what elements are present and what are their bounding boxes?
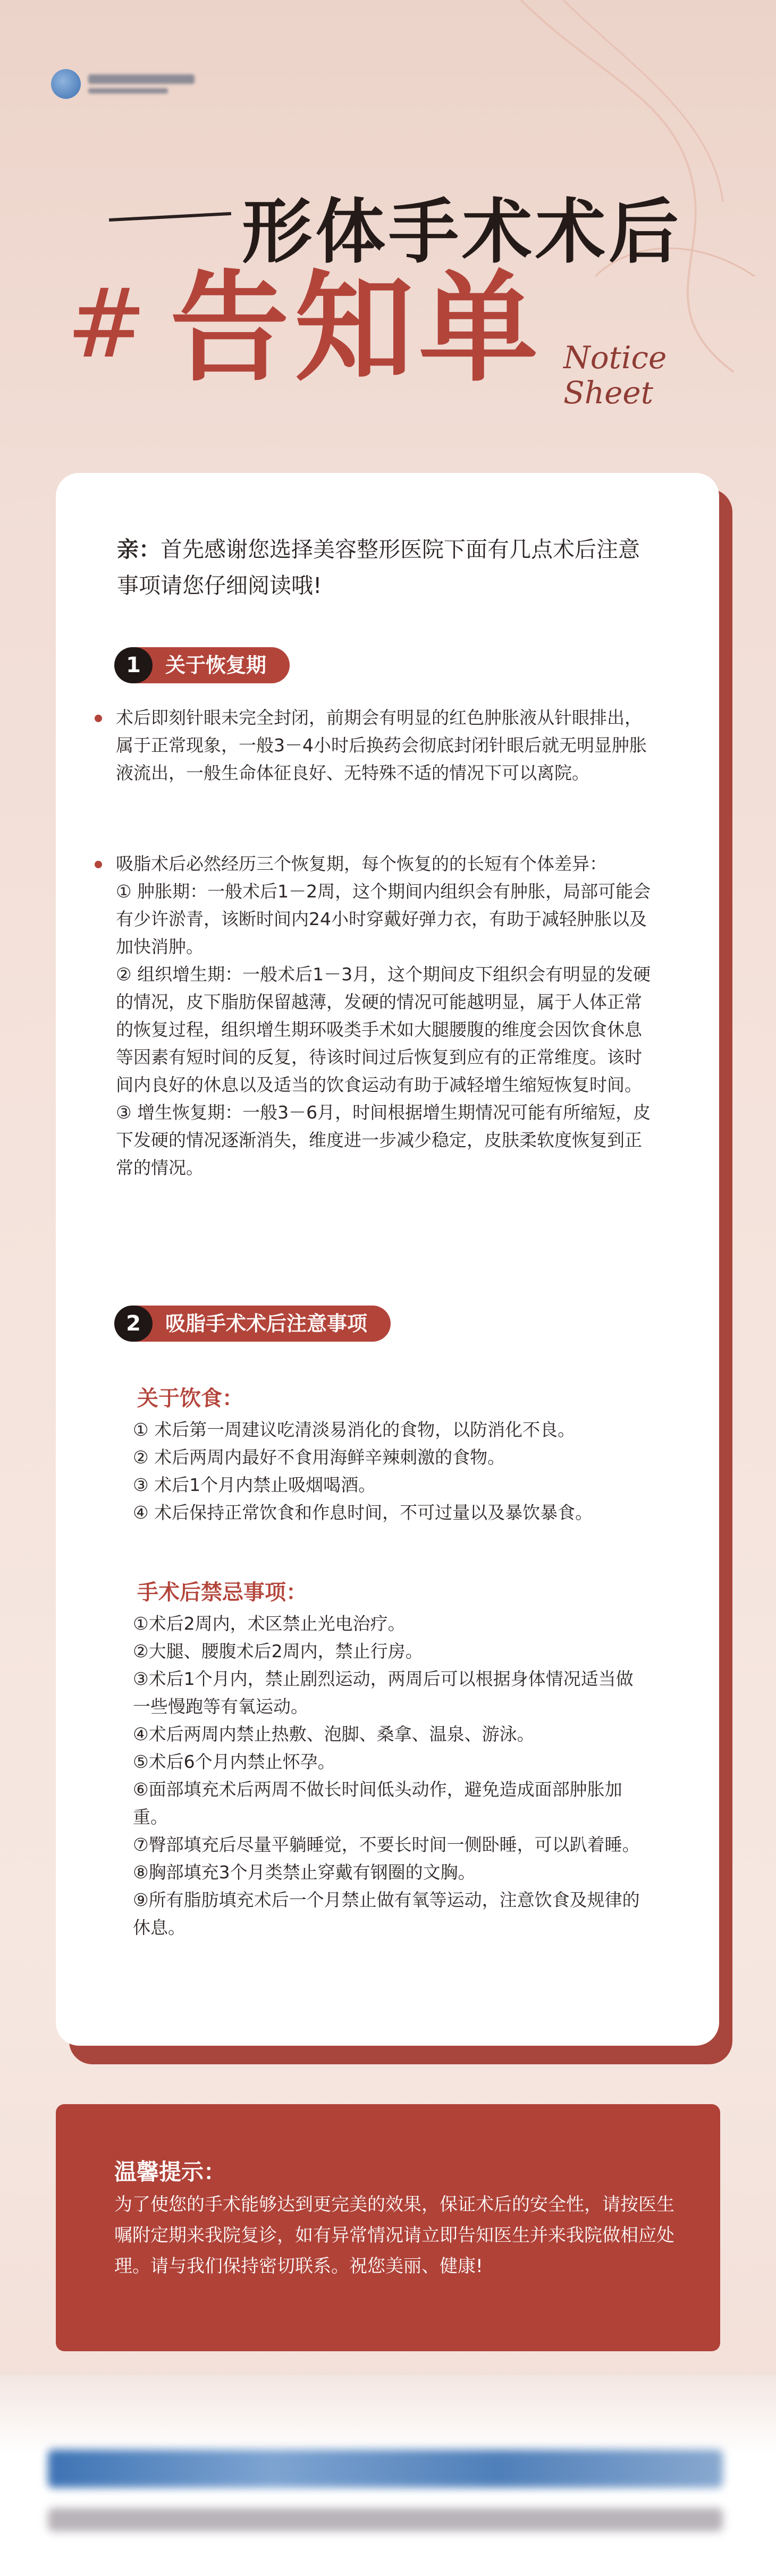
recovery-bullet-1-text: 术后即刻针眼未完全封闭，前期会有明显的红色肿胀液从针眼排出，属于正常现象，一般3－4小时后换药会彻底封闭针眼后就无明显肿胀液流出，一般生命体征良好、无特殊不适的情况下可以离院。: [116, 707, 647, 783]
intro-paragraph: [117, 531, 648, 604]
footer-blurred-text: [48, 2508, 723, 2531]
footer-blurred-banner: [48, 2450, 723, 2488]
warm-tips-title: 温馨提示：: [114, 2159, 226, 2185]
intro-lead: 亲：: [117, 537, 161, 562]
list-item: ⑨所有脂肪填充术后一个月禁止做有氧等运动，注意饮食及规律的休息。: [133, 1889, 640, 1938]
section-2-header: [114, 1306, 391, 1342]
diet-title: 关于饮食：: [137, 1386, 243, 1411]
section-1-header: [114, 647, 290, 683]
list-item: ⑧胸部填充3个月类禁止穿戴有钢圈的文胸。: [133, 1862, 476, 1883]
list-item: ④ 术后保持正常饮食和作息时间，不可过量以及暴饮暴食。: [133, 1502, 593, 1523]
section-2-number: 2: [114, 1306, 153, 1342]
warm-tips-text: 为了使您的手术能够达到更完美的效果，保证术后的安全性，请按医生嘱附定期来我院复诊，如有异常情况请立即告知医生并来我院做相应处理。请与我们保持密切联系。祝您美丽、健康!: [114, 2194, 674, 2277]
title-top: 形体手术术后: [242, 191, 682, 273]
list-item: ①术后2周内，术区禁止光电治疗。: [133, 1613, 406, 1634]
list-item: ②大腿、腰腹术后2周内，禁止行房。: [133, 1641, 423, 1662]
taboo-list: [133, 1610, 643, 1942]
notice-sheet-label: [563, 340, 667, 410]
notice-word: Notice: [563, 340, 667, 376]
phase-swelling: ① 肿胀期：一般术后1－2周，这个期间内组织会有肿胀，局部可能会有少许淤青，该断时间内24小时穿戴好弹力衣，有助于减轻肿胀以及加快消肿。: [116, 881, 651, 957]
section-2-label: 吸脂手术术后注意事项: [134, 1306, 391, 1342]
list-item: ④术后两周内禁止热敷、泡脚、桑拿、温泉、游泳。: [133, 1724, 535, 1744]
diet-list: [133, 1416, 643, 1527]
logo-text-blurred: [88, 74, 195, 94]
list-item: ③ 术后1个月内禁止吸烟喝酒。: [133, 1475, 376, 1495]
logo-emblem-icon: [51, 69, 81, 99]
list-item: ⑦臀部填充后尽量平躺睡觉，不要长时间一侧卧睡，可以趴着睡。: [133, 1834, 640, 1855]
recovery-bullet-2: [116, 850, 658, 1182]
phase-tissue-growth: ② 组织增生期：一般术后1－3月，这个期间皮下组织会有明显的发硬的情况，皮下脂肪保留越薄，发硬的情况可能越明显，属于人体正常的恢复过程，组织增生期环吸类手术如大腿腰腹的维度会因饮食休息等因素有短时间的反复，待该时间过后恢复到应有的正常维度。该时间内良好的休息以及适当的饮食运动有助于减轻增生缩短恢复时间。: [116, 964, 651, 1095]
list-item: ⑥面部填充术后两周不做长时间低头动作，避免造成面部肿胀加重。: [133, 1779, 622, 1827]
list-item: ③术后1个月内，禁止剧烈运动，两周后可以根据身体情况适当做一些慢跑等有氧运动。: [133, 1668, 634, 1717]
bullet-dot-icon: [95, 715, 102, 722]
taboo-title: 手术后禁忌事项：: [137, 1580, 307, 1605]
recovery-bullet-1: [116, 704, 658, 787]
intro-text: 首先感谢您选择美容整形医院下面有几点术后注意事项请您仔细阅读哦!: [117, 537, 640, 598]
sheet-word: Sheet: [563, 375, 654, 411]
hash-mark: #: [66, 268, 147, 379]
section-1-number: 1: [114, 647, 153, 683]
list-item: ⑤术后6个月内禁止怀孕。: [133, 1751, 335, 1772]
list-item: ① 术后第一周建议吃清淡易消化的食物，以防消化不良。: [133, 1419, 576, 1440]
bullet-dot-icon: [95, 861, 102, 868]
section-1-label: 关于恢复期: [134, 647, 290, 683]
recovery-bullet-2-intro: 吸脂术后必然经历三个恢复期，每个恢复的的长短有个体差异：: [116, 853, 607, 874]
phase-growth-recovery: ③ 增生恢复期：一般3－6月，时间根据增生期情况可能有所缩短，皮下发硬的情况逐渐消失，维度进一步减少稳定，皮肤柔软度恢复到正常的情况。: [116, 1102, 651, 1178]
list-item: ② 术后两周内最好不食用海鲜辛辣刺激的食物。: [133, 1447, 505, 1468]
hospital-logo: [51, 69, 195, 99]
title-main: 告知单: [170, 258, 543, 397]
